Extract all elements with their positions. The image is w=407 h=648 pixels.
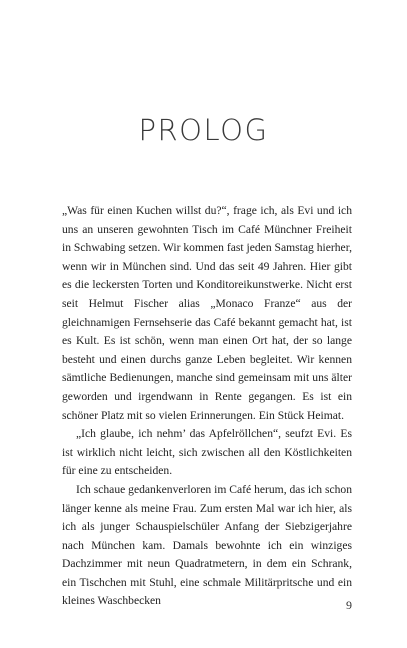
paragraph: Ich schaue gedankenverloren im Café herum, das ich schon länger kenne als meine Frau. Zum ersten Mal war ich hier, als ich als junger Schauspielschüler Anfang der Siebzigerjahre nach München kam. Damals bewohnte ich ein winziges Dachzimmer mit neun Quadratmetern, in dem ein Schrank, ein Tischchen mit Stuhl, eine schmale Militärpritsche und ein kleines Waschbecken (62, 482, 352, 608)
page-number: 9 (346, 598, 352, 612)
paragraph: „Was für einen Kuchen willst du?“, frage ich, als Evi und ich uns an unseren gewohnten Tisch im Café Münchner Freiheit in Schwabing setzen. Wir kommen fast jeden Samstag hierher, wenn wir in München sind. Und das seit 49 Jahren. Hier gibt es die leckersten Torten und Konditoreikunstwerke. Nicht erst seit Helmut Fischer alias „Monaco Franze“ aus der gleichnamigen Fernsehserie das Café bekannt gemacht hat, ist es Kult. Es ist schön, wenn man einen Ort hat, der so lange besteht und einen durchs ganze Leben begleitet. Wir kennen sämtliche Bedienungen, manche sind gemeinsam mit uns älter geworden und irgendwann in Rente gegangen. Es ist ein schöner Platz mit so vielen Erinnerungen. Ein Stück Heimat. (62, 204, 352, 422)
body-text (62, 202, 352, 611)
paragraph: „Ich glaube, ich nehm’ das Apfelröllchen“, seufzt Evi. Es ist wirklich nicht leicht, sich zwischen all den Köstlichkeiten für eine zu entscheiden. (62, 427, 352, 478)
chapter-title: PROLOG (138, 113, 269, 147)
